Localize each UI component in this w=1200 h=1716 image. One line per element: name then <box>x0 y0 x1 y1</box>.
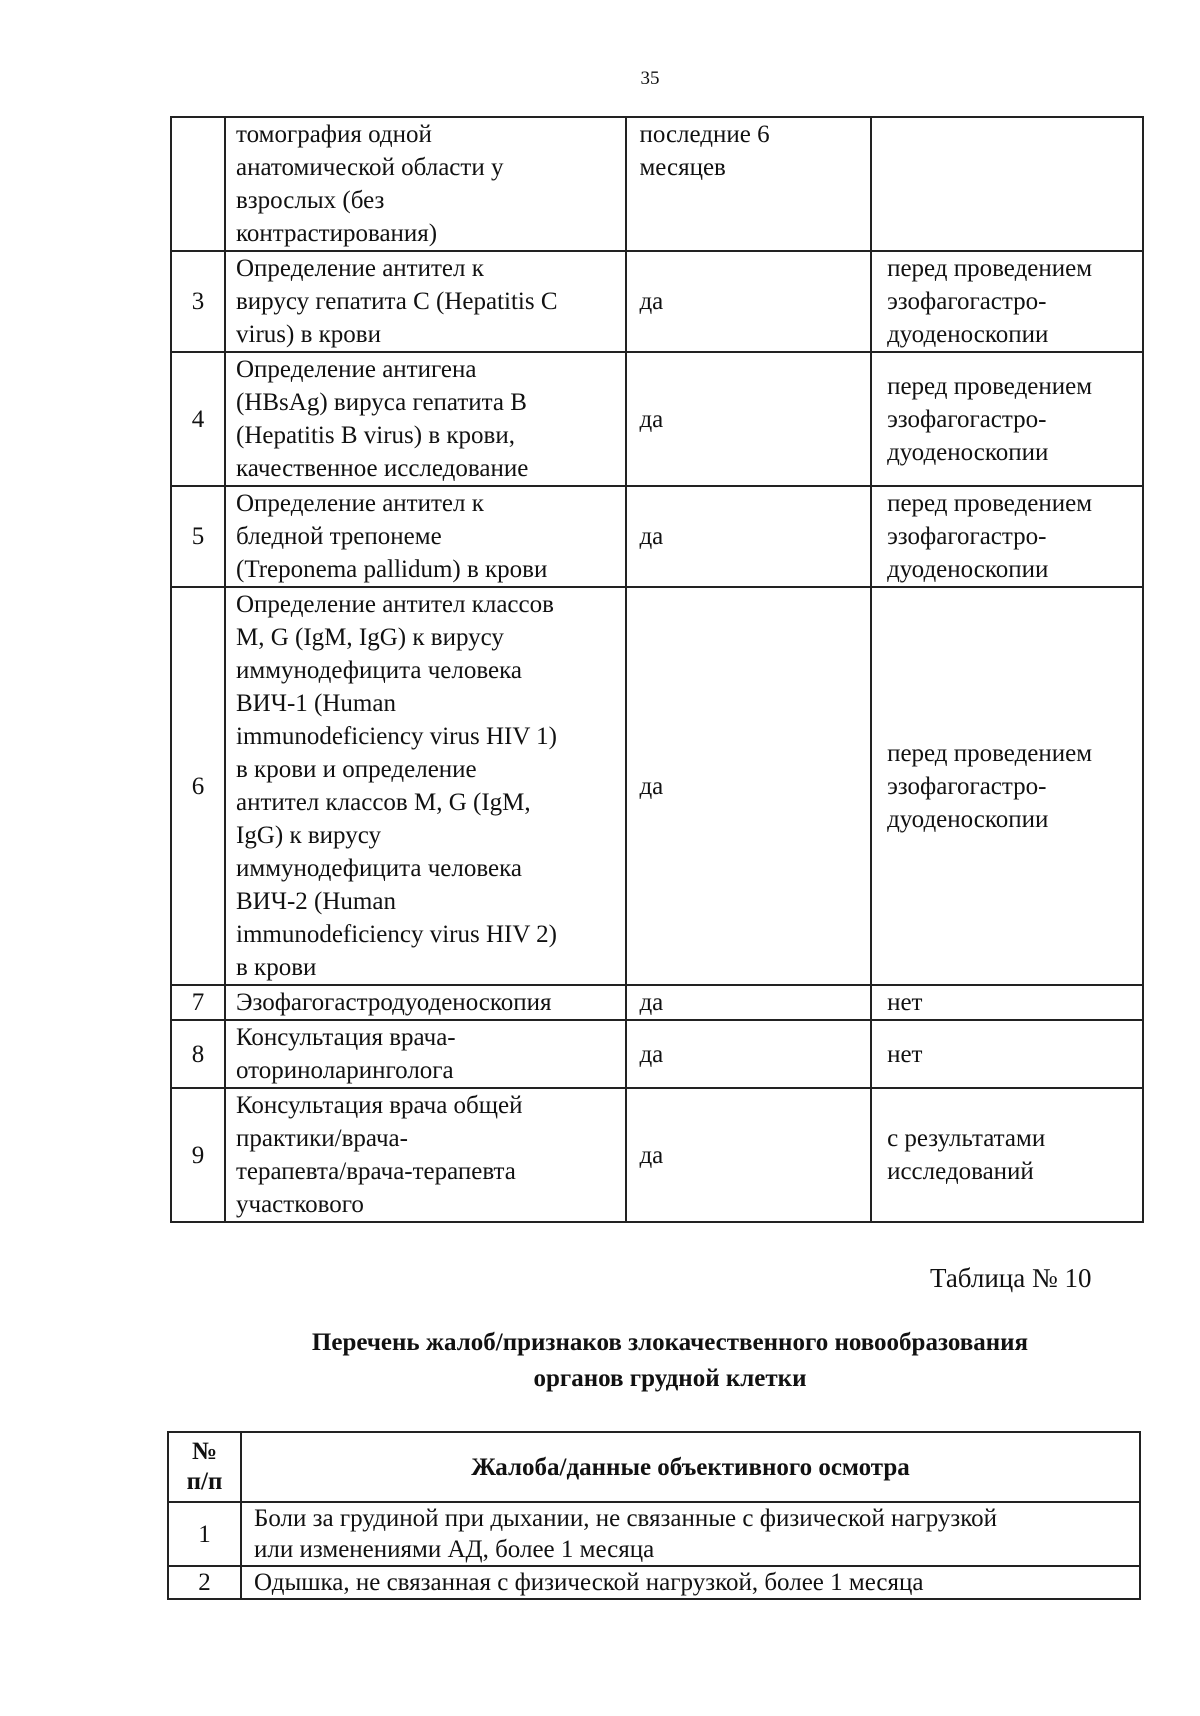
procedure-name <box>225 251 626 352</box>
procedure-name-line: участкового <box>236 1191 364 1218</box>
condition-line: дуоденоскопии <box>887 556 1049 583</box>
condition-line: дуоденоскопии <box>887 438 1049 466</box>
table-row <box>168 1566 1140 1599</box>
row-number: 1 <box>168 1502 241 1566</box>
condition-line: эзофагогастро- <box>887 288 1047 315</box>
procedure-name-line: вирусу гепатита С (Hepatitis C <box>236 288 558 315</box>
procedure-name <box>225 985 626 1020</box>
procedure-name <box>225 117 626 251</box>
procedure-name-line: бледной трепонеме <box>236 523 442 550</box>
procedure-name-line: анатомической области у <box>236 154 504 181</box>
procedure-name-line: ВИЧ-2 (Human <box>236 888 396 915</box>
table-header-row <box>168 1432 1140 1502</box>
timing-line: да <box>639 989 664 1016</box>
row-number: 2 <box>168 1566 241 1599</box>
timing-line: да <box>639 772 664 800</box>
procedure-name-line: immunodeficiency virus HIV 1) <box>236 723 557 750</box>
condition <box>871 117 1143 251</box>
procedure-name-line: immunodeficiency virus HIV 2) <box>236 921 557 948</box>
procedure-name-line: в крови и определение <box>236 756 477 783</box>
header-num-line: № <box>191 1438 218 1465</box>
table-row <box>171 486 1143 587</box>
page-number: 35 <box>640 68 660 89</box>
header-num-line: п/п <box>186 1468 223 1495</box>
complaint-text <box>241 1566 1140 1599</box>
condition <box>871 985 1143 1020</box>
table-row <box>171 117 1143 251</box>
procedure-name-line: иммунодефицита человека <box>236 657 522 684</box>
procedure-name-line: антител классов M, G (IgM, <box>236 789 531 816</box>
table-row <box>171 985 1143 1020</box>
timing-line: месяцев <box>639 154 726 181</box>
row-number: 3 <box>171 251 225 352</box>
procedure-name-line: (Treponema pallidum) в крови <box>236 556 548 583</box>
timing <box>626 117 871 251</box>
condition-line: дуоденоскопии <box>887 805 1049 833</box>
procedures-table <box>170 116 1144 1223</box>
table-row <box>171 251 1143 352</box>
row-number: 5 <box>171 486 225 587</box>
table-row <box>171 352 1143 486</box>
condition <box>871 1020 1143 1088</box>
table-label: Таблица № 10 <box>930 1263 1092 1293</box>
procedure-name-line: иммунодефицита человека <box>236 855 522 882</box>
header-num <box>168 1432 241 1502</box>
procedure-name-line: Консультация врача общей <box>236 1092 523 1119</box>
timing <box>626 352 871 486</box>
table-title <box>200 1325 1140 1397</box>
procedure-name <box>225 1088 626 1222</box>
procedure-name-line: virus) в крови <box>236 321 381 348</box>
procedure-name-line: томография одной <box>236 121 432 148</box>
procedure-name-line: M, G (IgM, IgG) к вирусу <box>236 624 504 651</box>
table-row <box>171 1020 1143 1088</box>
timing <box>626 486 871 587</box>
complaint-text-line: Одышка, не связанная с физической нагрузкой, более 1 месяца <box>254 1569 924 1596</box>
condition <box>871 486 1143 587</box>
condition <box>871 251 1143 352</box>
procedure-name-line: IgG) к вирусу <box>236 822 381 849</box>
timing-line: да <box>639 405 664 433</box>
procedure-name-line: в крови <box>236 954 317 981</box>
timing <box>626 251 871 352</box>
row-number: 9 <box>171 1088 225 1222</box>
condition <box>871 352 1143 486</box>
procedure-name <box>225 352 626 486</box>
timing-line: да <box>639 1141 664 1169</box>
condition-line: с результатами <box>887 1125 1046 1152</box>
procedure-name <box>225 1020 626 1088</box>
timing <box>626 1088 871 1222</box>
timing <box>626 985 871 1020</box>
complaint-text-line: или изменениями АД, более 1 месяца <box>254 1536 655 1563</box>
procedure-name-line: терапевта/врача-терапевта <box>236 1158 516 1185</box>
timing-line: да <box>639 288 664 315</box>
row-number <box>171 117 225 251</box>
procedure-name-line: Эзофагогастродуоденоскопия <box>236 989 552 1016</box>
procedure-name-line: ВИЧ-1 (Human <box>236 690 396 717</box>
procedure-name-line: контрастирования) <box>236 220 438 247</box>
condition <box>871 1088 1143 1222</box>
row-number: 4 <box>171 352 225 486</box>
timing-line: да <box>639 523 664 550</box>
row-number: 6 <box>171 587 225 985</box>
procedure-name <box>225 587 626 985</box>
procedure-name-line: Определение антител к <box>236 490 484 517</box>
condition-line: эзофагогастро- <box>887 523 1047 550</box>
procedure-name-line: (Hepatitis B virus) в крови, <box>236 422 515 449</box>
timing-line: да <box>639 1040 664 1068</box>
procedure-name-line: (HBsAg) вируса гепатита В <box>236 389 527 416</box>
condition-line: эзофагогастро- <box>887 405 1047 433</box>
condition-line: перед проведением <box>887 255 1093 282</box>
title-line: Перечень жалоб/признаков злокачественного новообразования <box>311 1329 1029 1356</box>
complaint-text-line: Боли за грудиной при дыхании, не связанные с физической нагрузкой <box>254 1505 998 1532</box>
condition <box>871 587 1143 985</box>
condition-line: дуоденоскопии <box>887 321 1049 348</box>
condition-line: нет <box>887 1040 923 1068</box>
condition-line: перед проведением <box>887 372 1093 400</box>
condition-line: эзофагогастро- <box>887 772 1047 800</box>
procedure-name-line: Определение антител к <box>236 255 484 282</box>
timing <box>626 1020 871 1088</box>
row-number: 7 <box>171 985 225 1020</box>
header-complaint: Жалоба/данные объективного осмотра <box>241 1432 1140 1502</box>
condition-line: перед проведением <box>887 490 1093 517</box>
condition-line: исследований <box>887 1158 1034 1185</box>
row-number: 8 <box>171 1020 225 1088</box>
complaints-table <box>167 1431 1141 1600</box>
procedure-name-line: качественное исследование <box>236 455 529 482</box>
table-row <box>171 1088 1143 1222</box>
timing <box>626 587 871 985</box>
procedure-name-line: Консультация врача- <box>236 1024 456 1051</box>
timing-line: последние 6 <box>639 121 770 148</box>
table-row <box>168 1502 1140 1566</box>
condition-line: нет <box>887 989 923 1016</box>
procedure-name-line: Определение антигена <box>236 356 477 383</box>
procedure-name-line: Определение антител классов <box>236 591 554 618</box>
procedure-name <box>225 486 626 587</box>
title-line: органов грудной клетки <box>533 1365 807 1392</box>
table-row <box>171 587 1143 985</box>
procedure-name-line: взрослых (без <box>236 187 385 214</box>
condition-line: перед проведением <box>887 739 1093 767</box>
procedure-name-line: оториноларинголога <box>236 1057 454 1084</box>
procedure-name-line: практики/врача- <box>236 1125 408 1152</box>
complaint-text <box>241 1502 1140 1566</box>
